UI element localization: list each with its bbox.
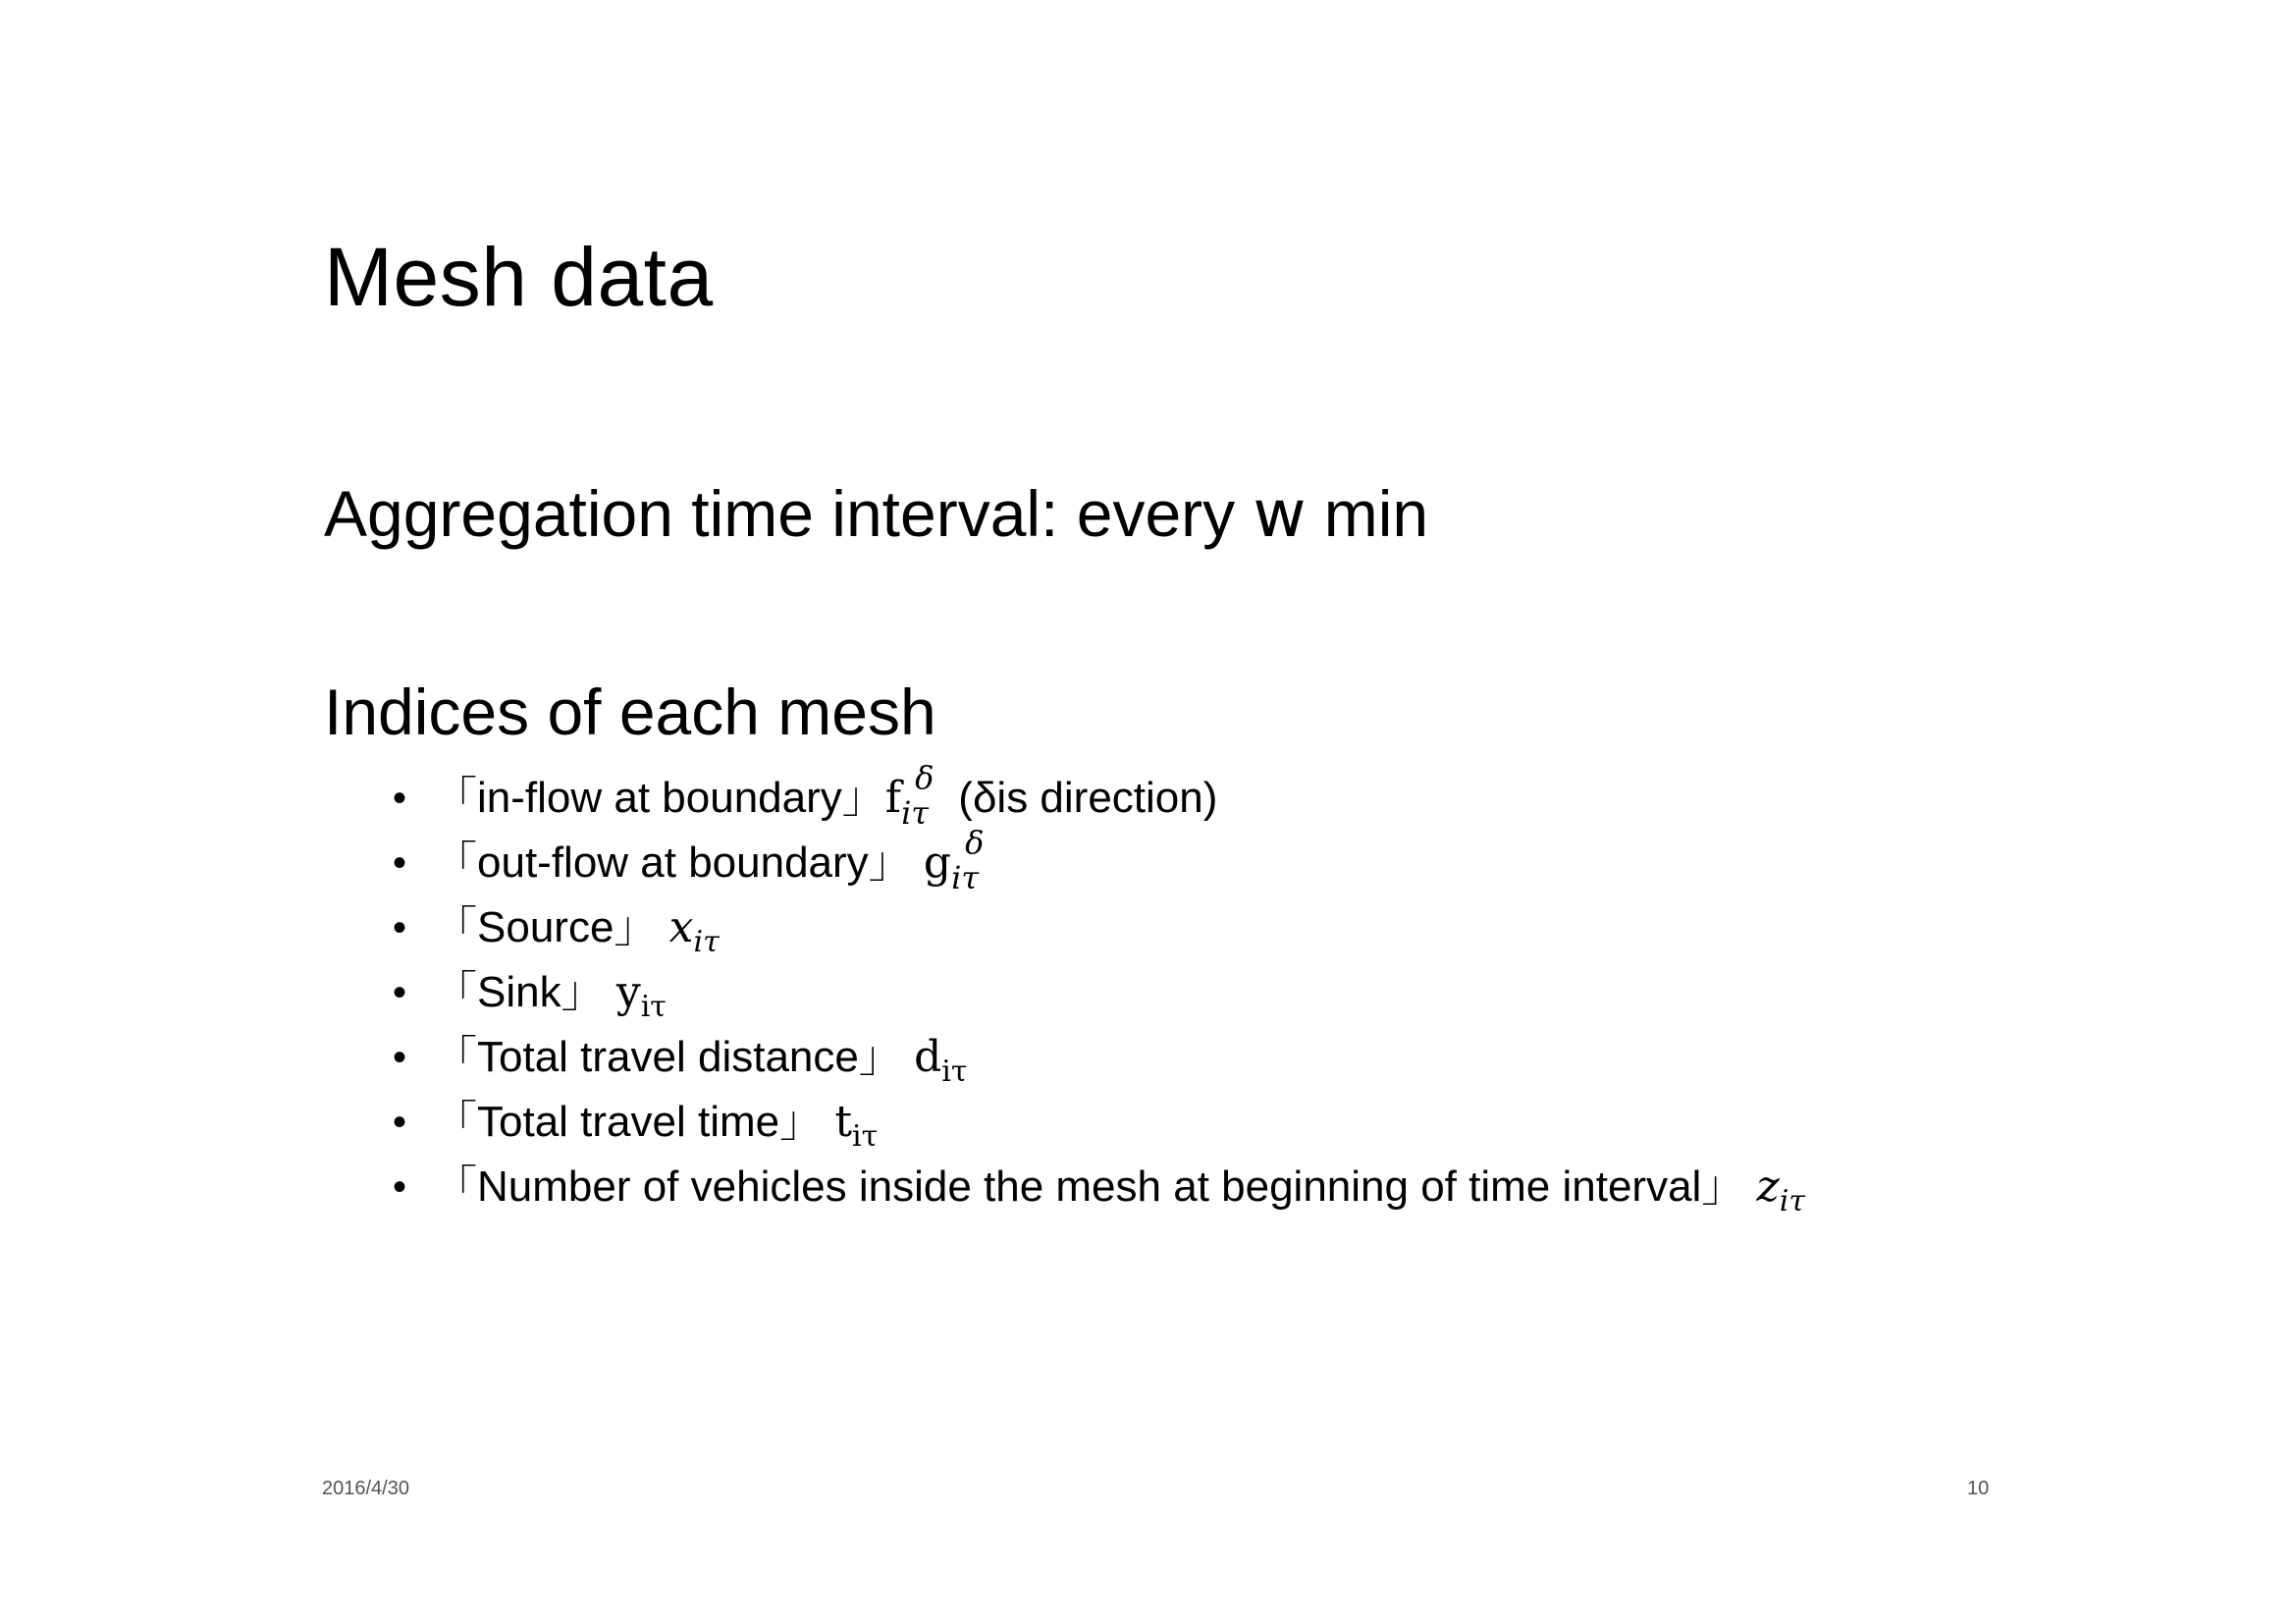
bullet-dot: • bbox=[393, 971, 407, 1014]
bullet-dot: • bbox=[393, 777, 407, 820]
bullet-dot: • bbox=[393, 1101, 407, 1144]
item-label: 「Source」 bbox=[434, 903, 669, 951]
list-item-in-flow bbox=[393, 759, 1805, 832]
item-symbol-letter: x bbox=[668, 902, 694, 952]
aggregation-suffix: min bbox=[1306, 477, 1429, 550]
list-item-number-of-vehicles bbox=[393, 1155, 1805, 1219]
footer-date: 2016/4/30 bbox=[322, 1478, 409, 1499]
list-item-total-travel-time bbox=[393, 1090, 1805, 1155]
list-item-total-travel-distance bbox=[393, 1025, 1805, 1090]
item-subscript: iτ bbox=[640, 990, 667, 1024]
bullet-dot: • bbox=[393, 1165, 407, 1209]
item-symbol-letter: t bbox=[834, 1097, 853, 1147]
footer-page-number: 10 bbox=[1967, 1478, 1990, 1499]
aggregation-variable: w bbox=[1253, 476, 1307, 552]
aggregation-prefix: Aggregation time interval: every bbox=[324, 477, 1254, 550]
item-label: 「Total travel time」 bbox=[434, 1098, 835, 1146]
item-indices bbox=[901, 759, 946, 832]
item-subscript: iτ bbox=[941, 1055, 968, 1089]
indices-list bbox=[393, 759, 1805, 1219]
item-label: 「Sink」 bbox=[434, 968, 616, 1016]
item-symbol bbox=[1756, 1162, 1805, 1218]
item-symbol bbox=[668, 902, 720, 959]
item-label: 「in-flow at boundary」 bbox=[434, 774, 885, 822]
item-label: 「Total travel distance」 bbox=[434, 1033, 915, 1081]
item-label: 「out-flow at boundary」 bbox=[434, 839, 924, 887]
bullet-dot: • bbox=[393, 841, 407, 885]
slide-title: Mesh data bbox=[324, 231, 714, 323]
bullet-dot: • bbox=[393, 906, 407, 949]
item-symbol: g bbox=[923, 838, 952, 888]
item-subscript: iτ bbox=[901, 794, 929, 832]
item-symbol: f bbox=[884, 773, 902, 823]
item-symbol bbox=[914, 1032, 968, 1089]
item-symbol-letter: z bbox=[1756, 1162, 1780, 1212]
item-superscript: δ bbox=[965, 824, 985, 861]
item-indices bbox=[951, 824, 996, 896]
item-subscript: iτ bbox=[852, 1119, 879, 1154]
bullet-dot: • bbox=[393, 1036, 407, 1079]
item-symbol bbox=[615, 967, 667, 1024]
item-symbol-letter: d bbox=[914, 1032, 942, 1082]
item-note: (δis direction) bbox=[946, 774, 1218, 822]
item-symbol-letter: y bbox=[615, 967, 641, 1017]
aggregation-interval-heading bbox=[324, 476, 1429, 552]
indices-heading: Indices of each mesh bbox=[324, 676, 936, 748]
item-symbol bbox=[834, 1097, 879, 1154]
item-superscript: δ bbox=[915, 759, 934, 796]
list-item-source bbox=[393, 895, 1805, 960]
item-subscript: iτ bbox=[1779, 1184, 1805, 1218]
item-subscript: iτ bbox=[951, 859, 980, 896]
list-item-out-flow bbox=[393, 824, 1805, 896]
list-item-sink bbox=[393, 960, 1805, 1025]
item-label: 「Number of vehicles inside the mesh at beginning of time interval」 bbox=[434, 1163, 1757, 1211]
item-subscript: iτ bbox=[693, 925, 720, 959]
